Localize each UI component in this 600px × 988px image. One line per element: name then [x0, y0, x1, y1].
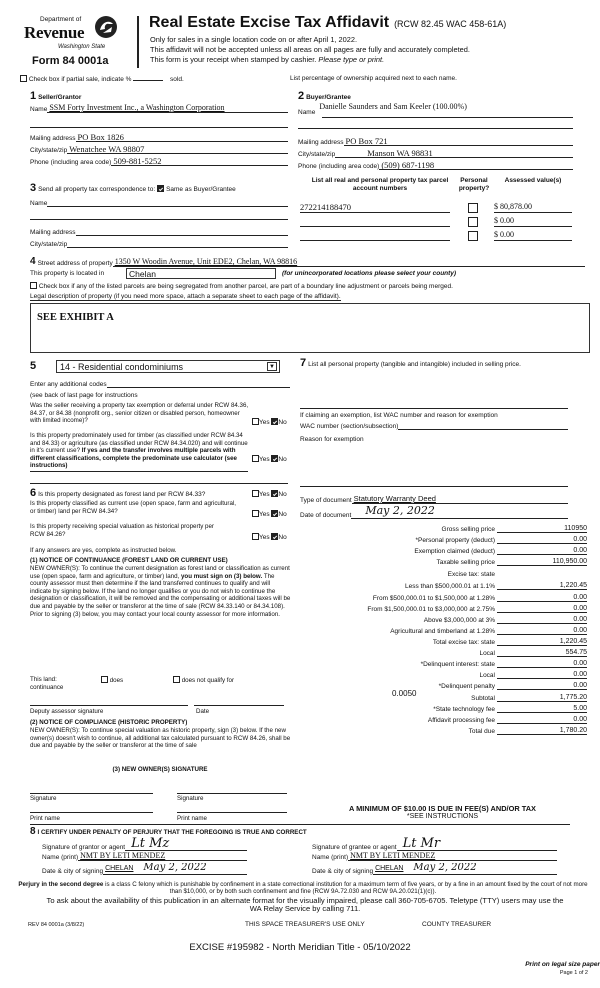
legal-description-value: SEE EXHIBIT A [37, 312, 114, 323]
notice2-title: (2) NOTICE OF COMPLIANCE (HISTORIC PROPERTY) [30, 719, 188, 726]
seller-heading [30, 90, 81, 102]
street-address-value[interactable]: 1350 W Woodin Avenue, Unit EDE2, Chelan, WA 98816 [113, 257, 585, 267]
legal-description-box[interactable] [30, 303, 590, 353]
forest-q2: Is this property classified as current use (open space, farm and agricultural, or timber) land per RCW 84.34? [30, 500, 237, 515]
buyer-mailing-label: Mailing address [298, 139, 344, 146]
buyer-name-value[interactable]: Danielle Saunders and Sam Keeler (100.00%) [319, 102, 467, 111]
forest-q3-yes-label: Yes [259, 534, 270, 541]
exemption-no-label: No [278, 419, 287, 426]
located-in-note: (for unincorporated locations please select your county) [282, 270, 457, 277]
correspondence-mailing-field[interactable] [30, 226, 288, 236]
deputy-sig-label: Deputy assessor signature [30, 708, 104, 715]
document-type-label: Type of document [300, 497, 352, 504]
tax-row [300, 679, 587, 690]
grantor-signature[interactable]: Lt Mz [125, 837, 247, 851]
certify-heading [30, 826, 307, 837]
buyer-name-label: Name [298, 109, 316, 116]
owner-print-line-2[interactable] [177, 812, 287, 813]
tax-row [300, 668, 587, 679]
correspondence-city-value[interactable] [67, 238, 288, 248]
tax-row-label: Above $3,000,000 at 3% [423, 617, 495, 624]
deputy-date-line[interactable] [194, 705, 284, 706]
buyer-phone-value[interactable]: (509) 687-1198 [379, 160, 573, 170]
parcel-personal-checkbox-2[interactable] [468, 217, 478, 227]
new-owner-sig-title: (3) NEW OWNER(S) SIGNATURE [112, 766, 208, 773]
document-date-label: Date of document [300, 512, 352, 519]
tax-row [300, 567, 587, 578]
tax-row [300, 613, 587, 624]
tax-row [300, 624, 587, 635]
grantor-date-city-field[interactable] [42, 863, 247, 875]
parcel-value-2[interactable]: $ 0.00 [494, 216, 572, 227]
partial-sale-sold-label: sold. [170, 76, 184, 83]
tax-row-label: Local [479, 672, 495, 679]
owner-print-label-2: Print name [177, 815, 207, 822]
seller-name-label: Name [30, 106, 48, 113]
forest-q3-answer [252, 533, 287, 541]
section-5-number: 5 [30, 360, 37, 372]
grantee-date: May 2, 2022 [413, 863, 477, 873]
tax-row-label: Exemption claimed (deduct) [414, 548, 495, 555]
same-as-buyer-label: Same as Buyer/Grantee [166, 186, 236, 193]
document-type-value[interactable]: Statutory Warranty Deed [352, 494, 568, 504]
segregated-checkbox[interactable] [30, 282, 37, 289]
additional-codes-label: Enter any additional codes [30, 381, 107, 388]
section-6-number: 6 [30, 487, 37, 499]
grantee-city: CHELAN [375, 865, 404, 872]
timber-no-checkbox[interactable] [271, 455, 278, 462]
tax-row-label: Excise tax: state [447, 571, 495, 578]
exemption-yes-checkbox[interactable] [252, 418, 259, 425]
parcel-col-numbers-header: List all real and personal property tax parcel account numbers [311, 177, 449, 192]
correspondence-label: Send all property tax correspondence to: [38, 186, 156, 193]
tax-row [300, 555, 587, 566]
forest-q3: Is this property receiving special valuation as historical property per RCW 84.26? [30, 523, 214, 538]
grantee-signature-field[interactable] [312, 837, 557, 851]
partial-sale-percent-field[interactable] [133, 80, 163, 81]
tax-row-label: From $1,500,000.01 to $3,000,000 at 2.75% [367, 606, 495, 613]
personal-property-field[interactable] [300, 408, 568, 409]
segregated-row [30, 282, 453, 290]
reason-exemption-label: Reason for exemption [300, 436, 364, 443]
tax-row [300, 702, 587, 713]
seller-phone-label: Phone (including area code) [30, 159, 112, 166]
seller-city-label: City/state/zip [30, 147, 68, 154]
notice1-text-b: The county assessor must then determine if the land transferred continues to qualify and will indicate by signing below. If the land no longer qualifies or you do not wish to continue the designation or classification, it will be removed and the compensating or additional taxes will be due and payable by the seller or transferor at the time of sale (RCW 84.33.140 or 84.34.108). Prior to signing (3) below, you may contact your local county assessor for more information. [30, 572, 291, 618]
tax-row-value[interactable]: 1,775.20 [497, 693, 587, 702]
tax-row [300, 646, 587, 657]
page-title [149, 14, 506, 32]
tax-row-value[interactable]: 110950 [497, 524, 587, 533]
perjury-bold: Perjury in the second degree [18, 881, 104, 888]
treasurer-use-only: THIS SPACE TREASURER'S USE ONLY [245, 921, 365, 928]
notice2-body: NEW OWNER(S): To continue special valuation as historic property, sign (3) below. If the new owner(s) doesn't wish to continue, all additional tax calculated pursuant to RCW 84.26, shall be due and payable by the seller or transferor at the time of sale [30, 727, 291, 750]
header-line-1: Only for sales in a single location code on or after April 1, 2022. [150, 35, 358, 44]
tax-row [300, 533, 587, 544]
tax-row-value[interactable]: 0.00 [497, 593, 587, 602]
owner-sig-label-1: Signature [30, 795, 57, 802]
local-rate: 0.0050 [392, 689, 417, 698]
print-legal-note: Print on legal size paper [525, 961, 600, 968]
seller-name-line-2 [30, 127, 288, 128]
owner-sig-label-2: Signature [177, 795, 204, 802]
owner-sig-line-1[interactable] [30, 793, 153, 794]
tax-row-label: Gross selling price [441, 526, 495, 533]
perjury-text: is a class C felony which is punishable by confinement in a state correctional institution for a maximum term of five years, or by a fine in an amount fixed by the court of not more than $10,000, or by both such confinement and fine (RCW 9A.72.030 and RCW 9A.20.021(1)(c)). [103, 881, 588, 895]
tax-row-label: Taxable selling price [436, 559, 495, 566]
tax-row-label: From $500,000.01 to $1,500,000 at 1.28% [372, 595, 495, 602]
forest-q2-yes-label: Yes [259, 511, 270, 518]
tax-row-label: Local [479, 650, 495, 657]
grantor-city: CHELAN [105, 865, 134, 872]
continuance-text: continuance [30, 683, 64, 691]
grantee-date-city-label: Date & city of signing [312, 868, 374, 875]
correspondence-heading [30, 182, 236, 194]
section-8-top-rule [30, 824, 570, 825]
section-7-bottom-rule [300, 486, 568, 487]
header-divider [137, 16, 139, 68]
grantee-signature[interactable]: Lt Mr [397, 837, 557, 851]
deputy-sig-line[interactable] [30, 705, 188, 706]
seller-name-field[interactable] [30, 103, 288, 113]
timber-no-label: No [278, 456, 287, 463]
segregated-label: Check box if any of the listed parcels are being segregated from another parcel, are part of a boundary line adjustment or parcels being merged. [38, 283, 453, 290]
buyer-city-field[interactable] [298, 148, 573, 158]
tax-row [300, 579, 587, 590]
buyer-mailing-field[interactable] [298, 136, 573, 146]
exemption-yes-label: Yes [259, 419, 270, 426]
tax-row-value[interactable]: 0.00 [497, 615, 587, 624]
document-type-field[interactable] [300, 494, 568, 504]
section-2-title: Buyer/Grantee [306, 94, 351, 101]
section-1-number: 1 [30, 90, 37, 102]
logo-revenue: Revenue [24, 23, 85, 42]
parcel-value-1[interactable]: $ 80,878.00 [494, 202, 572, 213]
seller-city-value[interactable]: Wenatchee WA 98807 [67, 144, 288, 154]
partial-sale-row [20, 75, 184, 83]
does-not-label: does not qualify for [181, 677, 235, 684]
buyer-city-label: City/state/zip [298, 151, 336, 158]
form-number: Form 84 0001a [32, 55, 109, 67]
partial-sale-label: Check box if partial sale, indicate % [28, 76, 132, 83]
forest-q2-no-checkbox[interactable] [271, 510, 278, 517]
tax-row-value[interactable]: 0.00 [497, 535, 587, 544]
notice1-body [30, 565, 292, 618]
see-instructions: *SEE INSTRUCTIONS [406, 813, 479, 820]
does-option [101, 676, 123, 685]
header-line-3-italic: Please type or print. [318, 55, 385, 64]
forest-q2-yes-checkbox[interactable] [252, 510, 259, 517]
does-checkbox[interactable] [101, 676, 108, 683]
tax-row-label: Total excise tax: state [432, 639, 495, 646]
notice1-title: (1) NOTICE OF CONTINUANCE (FOREST LAND OR CURRENT USE) [30, 557, 228, 564]
this-land-label [30, 676, 63, 691]
tax-row [300, 635, 587, 646]
minimum-due-note: A MINIMUM OF $10.00 IS DUE IN FEE(S) AND/OR TAX [349, 804, 536, 813]
seller-name-value[interactable]: SSM Forty Investment Inc., a Washington Corporation [47, 103, 288, 113]
does-label: does [109, 677, 124, 684]
correspondence-mailing-label: Mailing address [30, 229, 76, 236]
title-text: Real Estate Excise Tax Affidavit [149, 14, 390, 31]
tax-row-value[interactable]: 554.75 [497, 648, 587, 657]
buyer-phone-field[interactable] [298, 160, 573, 170]
exemption-wac-label: If claiming an exemption, list WAC number and reason for exemption [300, 412, 498, 419]
section-8-number: 8 [30, 826, 36, 837]
timber-question-text: Is this property predominately used for timber (as classified under RCW 84.34 and 84.33) or agriculture (as classified under RCW 84.34.020) and will continue in it's current use? [30, 432, 248, 455]
forest-q1-no-checkbox[interactable] [271, 490, 278, 497]
tax-row-value[interactable]: 0.00 [497, 604, 587, 613]
tax-row-value[interactable]: 0.00 [497, 626, 587, 635]
seller-phone-value[interactable]: 509-881-5252 [111, 156, 288, 166]
tax-row-label: *Delinquent penalty [438, 683, 495, 690]
located-in-label: This property is located in [30, 270, 105, 277]
grantor-name-field[interactable] [42, 851, 247, 861]
tax-row-label: Affidavit processing fee [427, 717, 495, 724]
recording-stamp: EXCISE #195982 - North Meridian Title - 05/10/2022 [189, 942, 411, 953]
tax-row-value[interactable]: 0.00 [497, 670, 587, 679]
tax-row-label: *Personal property (deduct) [415, 537, 495, 544]
grantor-name-value[interactable]: NMT BY LETI MENDEZ [78, 851, 247, 861]
buyer-name-line-2 [298, 128, 573, 129]
correspondence-name-value[interactable] [47, 197, 288, 207]
grantor-date-city-label: Date & city of signing [42, 868, 104, 875]
section-7-number: 7 [300, 357, 307, 369]
buyer-heading [298, 90, 351, 102]
buyer-name-field[interactable] [298, 102, 573, 116]
owner-sig-line-2[interactable] [177, 793, 287, 794]
tax-row-label: Less than $500,000.01 at 1.1% [405, 583, 495, 590]
dor-swirl-logo-icon [94, 15, 118, 39]
logo-state: Washington State [58, 44, 106, 50]
seller-mailing-value[interactable]: PO Box 1826 [76, 132, 288, 142]
grantor-signature-field[interactable] [42, 837, 247, 851]
additional-codes-note: (see back of last page for instructions [30, 392, 138, 399]
timber-yes-label: Yes [259, 456, 270, 463]
additional-codes-field[interactable] [30, 381, 290, 388]
deputy-date-label: Date [196, 708, 210, 715]
page-number: Page 1 of 2 [559, 970, 588, 976]
street-address-label: Street address of property [37, 260, 113, 267]
tax-row-value[interactable]: 0.00 [497, 546, 587, 555]
section-4-number: 4 [30, 256, 36, 267]
grantor-date: May 2, 2022 [143, 863, 207, 873]
owner-print-label-1: Print name [30, 815, 60, 822]
tax-row-label: Total due [468, 728, 495, 735]
correspondence-city-label: City/state/zip [30, 241, 68, 248]
land-use-selected: 14 - Residential condominiums [60, 362, 184, 372]
tax-row-value[interactable]: 110,950.00 [497, 557, 587, 566]
parcel-number-2[interactable] [300, 216, 450, 227]
chevron-down-icon[interactable]: ▼ [267, 362, 277, 371]
personal-property-label: List all personal property (tangible and intangible) included in selling price. [308, 361, 521, 368]
tax-row [300, 713, 587, 724]
correspondence-name-line-2 [30, 219, 288, 220]
title-ref: (RCW 82.45 WAC 458-61A) [394, 19, 507, 29]
exemption-no-checkbox[interactable] [271, 418, 278, 425]
wac-number-label: WAC number (section/subsection) [300, 423, 399, 430]
forest-q3-no-label: No [278, 534, 287, 541]
header-line-3 [150, 55, 384, 64]
parcel-number-1[interactable]: 272214188470 [300, 202, 450, 213]
grantee-name-field[interactable] [312, 851, 557, 861]
section-1-title: Seller/Grantor [38, 94, 82, 101]
seller-city-field[interactable] [30, 144, 288, 154]
tax-row-value[interactable]: 5.00 [497, 704, 587, 713]
forest-q1-yes-checkbox[interactable] [252, 490, 259, 497]
section-2-number: 2 [298, 90, 305, 102]
tax-row-value[interactable]: 0.00 [497, 659, 587, 668]
forest-q2-answer [252, 510, 287, 518]
alternate-format-note: To ask about the availability of this publication in an alternate format for the visually impaired, please call 360-705-6705. Teletype (TTY) users may use the WA Relay Service by calling 711. [46, 896, 564, 913]
notice1-text-bold: you must sign on (3) below. [180, 572, 263, 580]
tax-row [300, 591, 587, 602]
parcel-col-personal-header: Personal property? [458, 177, 490, 192]
tax-row [300, 724, 587, 735]
grantee-date-city-value[interactable] [373, 863, 557, 875]
section-7-heading [300, 357, 570, 369]
forest-q3-no-checkbox[interactable] [271, 533, 278, 540]
grantee-name-value[interactable]: NMT BY LETI MENDEZ [348, 851, 557, 861]
buyer-phone-label: Phone (including area code) [298, 163, 380, 170]
does-not-option [173, 676, 234, 685]
located-in-select[interactable]: Chelan [126, 268, 276, 279]
forest-q2-no-label: No [278, 511, 287, 518]
this-land-text: This land: [30, 676, 57, 683]
tax-row [300, 602, 587, 613]
tax-row-value[interactable]: 0.00 [497, 681, 587, 690]
correspondence-name-label: Name [30, 200, 48, 207]
seller-mailing-field[interactable] [30, 132, 288, 142]
buyer-name-underline [322, 117, 573, 118]
grantee-date-city-field[interactable] [312, 863, 557, 875]
ownership-note: List percentage of ownership acquired next to each name. [290, 75, 457, 82]
grantor-name-label: Name (print) [42, 854, 79, 861]
timber-question [30, 432, 248, 472]
exemption-question: Was the seller receiving a property tax exemption or deferral under RCW 84.36, 84.37, or 84.38 (nonprofit org., senior citizen or disabled person, homeowner with limited income)? [30, 402, 249, 425]
grantee-name-label: Name (print) [312, 854, 349, 861]
notice1-text-a: NEW OWNER(S): To continue the current designation as forest land or classification as current use (open space, farm and agriculture, or timber) land, [30, 565, 290, 580]
perjury-notice [14, 881, 592, 895]
does-not-checkbox[interactable] [173, 676, 180, 683]
county-treasurer: COUNTY TREASURER [422, 921, 492, 928]
exemption-answer [252, 418, 287, 426]
timber-question-bold: If yes and the transfer involves multiple parcels with different classifications, complete the predominate use calculator (see instructions) [30, 447, 238, 470]
grantee-sig-label: Signature of grantee or agent [312, 844, 397, 851]
tax-row-label: Agricultural and timberland at 1.28% [390, 628, 495, 635]
additional-codes-value[interactable] [107, 381, 290, 388]
parcel-col-value-header: Assessed value(s) [504, 177, 562, 184]
correspondence-name-field[interactable] [30, 197, 288, 207]
parcel-personal-checkbox-3[interactable] [468, 231, 478, 241]
seller-mailing-label: Mailing address [30, 135, 76, 142]
seller-phone-field[interactable] [30, 156, 288, 166]
tax-row-value[interactable]: 1,220.45 [497, 637, 587, 646]
parcel-value-3[interactable]: $ 0.00 [494, 230, 572, 241]
correspondence-mailing-value[interactable] [76, 226, 288, 236]
tax-row-label: Subtotal [471, 695, 495, 702]
partial-sale-checkbox[interactable] [20, 75, 27, 82]
grantor-sig-label: Signature of grantor or agent [42, 844, 126, 851]
forest-q3-yes-checkbox[interactable] [252, 533, 259, 540]
street-address-field[interactable] [30, 256, 585, 267]
tax-row-value[interactable]: 0.00 [497, 715, 587, 724]
buyer-mailing-value[interactable]: PO Box 721 [344, 136, 573, 146]
forest-q1-answer [252, 490, 287, 498]
header-line-2: This affidavit will not be accepted unless all areas on all pages are fully and accurately completed. [150, 45, 470, 54]
timber-answer [252, 455, 287, 463]
rev-number: REV 84 0001a (3/8/22) [28, 922, 85, 928]
forest-q1: Is this property designated as forest land per RCW 84.33? [38, 491, 206, 498]
buyer-city-value[interactable]: Manson WA 98831 [335, 148, 573, 158]
correspondence-city-field[interactable] [30, 238, 288, 248]
tax-row-value[interactable]: 1,780.20 [497, 726, 587, 735]
tax-row [300, 522, 587, 533]
tax-row-value [497, 569, 587, 578]
tax-row-value[interactable]: 1,220.45 [497, 581, 587, 590]
tax-row [300, 657, 587, 668]
tax-row-label: *Delinquent interest: state [420, 661, 495, 668]
forest-q1-yes-label: Yes [259, 491, 270, 498]
grantor-date-city-value[interactable] [103, 863, 247, 875]
logo-dept-of: Department of [40, 16, 82, 23]
wac-number-field[interactable] [300, 423, 568, 430]
legal-desc-label: Legal description of property (if you need more space, attach a separate sheet to each page of the affidavit). [30, 293, 341, 300]
tax-row [300, 691, 587, 702]
parcel-number-3[interactable] [300, 230, 450, 241]
wac-number-value[interactable] [398, 423, 568, 430]
tax-row [300, 544, 587, 555]
forest-q1-no-label: No [278, 491, 287, 498]
certify-title: I CERTIFY UNDER PENALTY OF PERJURY THAT THE FOREGOING IS TRUE AND CORRECT [37, 829, 307, 836]
forest-if-yes: If any answers are yes, complete as instructed below. [30, 547, 177, 554]
parcel-personal-checkbox-1[interactable] [468, 203, 478, 213]
same-as-buyer-checkbox[interactable] [157, 185, 164, 192]
section-3-number: 3 [30, 182, 37, 194]
section-6-top-rule [30, 483, 288, 484]
land-use-dropdown[interactable] [56, 360, 280, 373]
document-date-field[interactable] [300, 505, 568, 519]
tax-row-label: *State technology fee [433, 706, 495, 713]
document-date-value[interactable]: May 2, 2022 [351, 505, 568, 519]
timber-yes-checkbox[interactable] [252, 455, 259, 462]
owner-print-line-1[interactable] [30, 812, 153, 813]
header-line-3-text: This form is your receipt when stamped by cashier. [150, 55, 319, 64]
